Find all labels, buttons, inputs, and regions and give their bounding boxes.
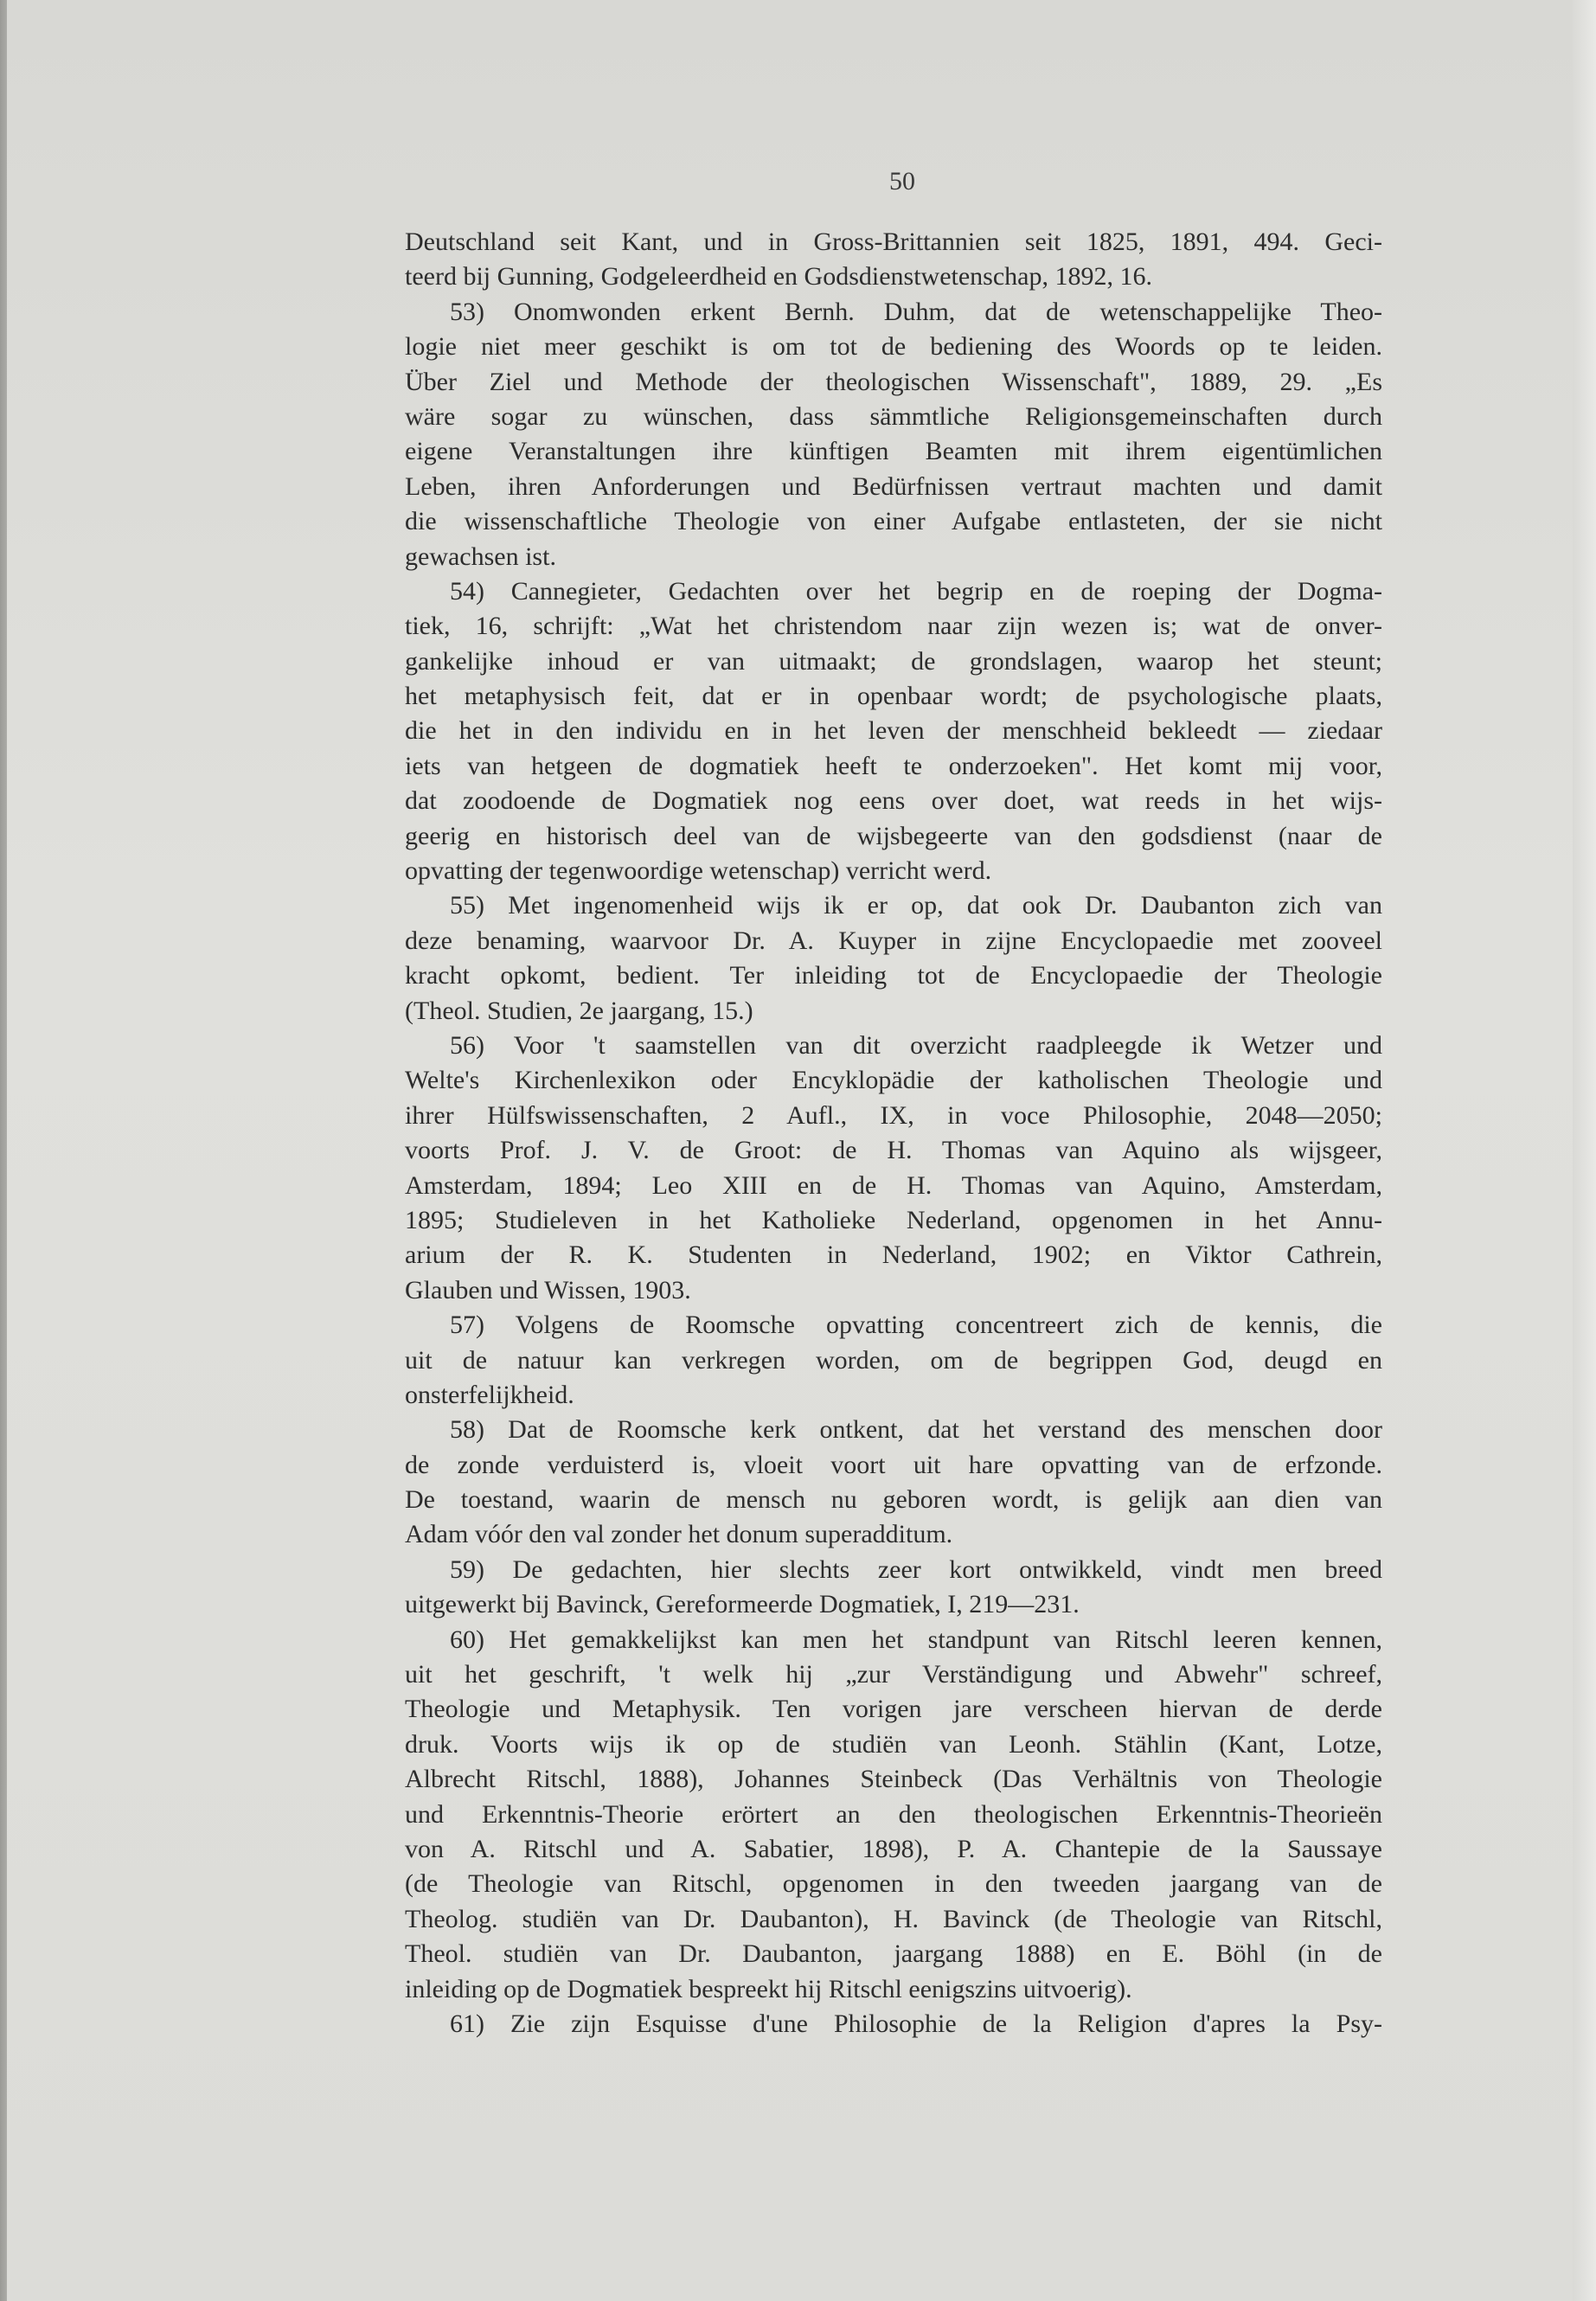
text-line: gewachsen ist. [405, 542, 556, 571]
text-line: die het in den individu en in het leven der menschheid bekleedt — ziedaar [405, 716, 1382, 746]
text-line: 61) Zie zijn Esquisse d'une Philosophie de la Religion d'apres la Psy- [450, 2009, 1382, 2038]
text-line: ihrer Hülfswissenschaften, 2 Aufl., IX, in voce Philosophie, 2048—2050; [405, 1100, 1382, 1130]
text-line: Welte's Kirchenlexikon oder Encyklopädie der katholischen Theologie und [405, 1066, 1382, 1095]
text-line: die wissenschaftliche Theologie von einer Aufgabe entlasteten, der sie nicht [405, 507, 1382, 536]
text-line: Über Ziel und Methode der theologischen Wissenschaft", 1889, 29. „Es [405, 367, 1382, 396]
text-line: tiek, 16, schrijft: „Wat het christendom naar zijn wezen is; wat de onver- [405, 612, 1382, 641]
text-line: gankelijke inhoud er van uitmaakt; de grondslagen, waarop het steunt; [405, 646, 1382, 676]
text-line: het metaphysisch feit, dat er in openbaar wordt; de psychologische plaats, [405, 682, 1382, 711]
text-line: dat zoodoende de Dogmatiek nog eens over doet, wat reeds in het wijs- [405, 786, 1382, 816]
text-line: von A. Ritschl und A. Sabatier, 1898), P. A. Chantepie de la Saussaye [405, 1834, 1382, 1863]
text-line: opvatting der tegenwoordige wetenschap) verricht werd. [405, 856, 992, 886]
text-line: deze benaming, waarvoor Dr. A. Kuyper in zijne Encyclopaedie met zooveel [405, 926, 1382, 955]
text-line: logie niet meer geschikt is om tot de bediening des Woords op te leiden. [405, 332, 1382, 362]
text-line: 58) Dat de Roomsche kerk ontkent, dat het verstand des menschen door [450, 1415, 1382, 1445]
text-line: Amsterdam, 1894; Leo XIII en de H. Thomas van Aquino, Amsterdam, [405, 1170, 1382, 1200]
text-line: (Theol. Studien, 2e jaargang, 15.) [405, 996, 753, 1025]
text-line: 60) Het gemakkelijkst kan men het standpunt van Ritschl leeren kennen, [450, 1625, 1382, 1654]
page-number: 50 [889, 167, 915, 195]
text-line: eigene Veranstaltungen ihre künftigen Beamten mit ihrem eigentümlichen [405, 437, 1382, 466]
text-line: iets van hetgeen de dogmatiek heeft te onderzoeken". Het komt mij voor, [405, 751, 1382, 780]
book-page [7, 0, 1573, 2301]
text-line: Deutschland seit Kant, und in Gross-Brittannien seit 1825, 1891, 494. Geci- [405, 228, 1382, 256]
text-line: De toestand, waarin de mensch nu geboren wordt, is gelijk aan dien van [405, 1485, 1382, 1515]
text-line: arium der R. K. Studenten in Nederland, 1902; en Viktor Cathrein, [405, 1240, 1382, 1270]
text-line: voorts Prof. J. V. de Groot: de H. Thomas van Aquino als wijsgeer, [405, 1136, 1382, 1165]
text-line: druk. Voorts wijs ik op de studiën van Leonh. Stählin (Kant, Lotze, [405, 1729, 1382, 1759]
text-line: Theolog. studiën van Dr. Daubanton), H. Bavinck (de Theologie van Ritschl, [405, 1904, 1382, 1933]
text-line: 56) Voor 't saamstellen van dit overzicht raadpleegde ik Wetzer und [450, 1030, 1382, 1060]
text-line: 54) Cannegieter, Gedachten over het begrip en de roeping der Dogma- [450, 576, 1382, 606]
footnotes-text [405, 225, 1382, 2041]
text-line: de zonde verduisterd is, vloeit voort uit hare opvatting van de erfzonde. [405, 1450, 1382, 1479]
text-line: 59) De gedachten, hier slechts zeer kort ontwikkeld, vindt men breed [450, 1554, 1382, 1584]
text-line: Leben, ihren Anforderungen und Bedürfnissen vertraut machten und damit [405, 471, 1382, 501]
text-line: Theol. studiën van Dr. Daubanton, jaargang 1888) en E. Böhl (in de [405, 1939, 1382, 1969]
text-line: 53) Onomwonden erkent Bernh. Duhm, dat de wetenschappelijke Theo- [450, 297, 1382, 326]
text-line: uit het geschrift, 't welk hij „zur Verständigung und Abwehr" schreef, [405, 1660, 1382, 1689]
text-line: Adam vóór den val zonder het donum superadditum. [405, 1520, 953, 1549]
text-line: Albrecht Ritschl, 1888), Johannes Steinbeck (Das Verhältnis von Theologie [405, 1765, 1382, 1794]
text-line: uit de natuur kan verkregen worden, om de begrippen God, deugd en [405, 1345, 1382, 1375]
text-line: geerig en historisch deel van de wijsbegeerte van den godsdienst (naar de [405, 821, 1382, 850]
text-line: 57) Volgens de Roomsche opvatting concentreert zich de kennis, die [450, 1311, 1382, 1340]
text-line: kracht opkomt, bedient. Ter inleiding tot de Encyclopaedie der Theologie [405, 961, 1382, 990]
text-line: inleiding op de Dogmatiek bespreekt hij Ritschl eenigszins uitvoerig). [405, 1974, 1132, 2003]
text-line: onsterfelijkheid. [405, 1380, 574, 1409]
text-line: (de Theologie van Ritschl, opgenomen in den tweeden jaargang van de [405, 1869, 1382, 1899]
text-line: wäre sogar zu wünschen, dass sämmtliche Religionsgemeinschaften durch [405, 401, 1382, 431]
text-line: uitgewerkt bij Bavinck, Gereformeerde Dogmatiek, I, 219—231. [405, 1590, 1080, 1619]
text-line: und Erkenntnis-Theorie erörtert an den theologischen Erkenntnis-Theorieën [405, 1799, 1382, 1829]
text-line: teerd bij Gunning, Godgeleerdheid en Godsdienstwetenschap, 1892, 16. [405, 262, 1152, 292]
text-line: Theologie und Metaphysik. Ten vorigen jare verscheen hiervan de derde [405, 1695, 1382, 1724]
text-line: 55) Met ingenomenheid wijs ik er op, dat ook Dr. Daubanton zich van [450, 891, 1382, 920]
text-line: 1895; Studieleven in het Katholieke Nederland, opgenomen in het Annu- [405, 1205, 1382, 1234]
text-line: Glauben und Wissen, 1903. [405, 1275, 691, 1304]
